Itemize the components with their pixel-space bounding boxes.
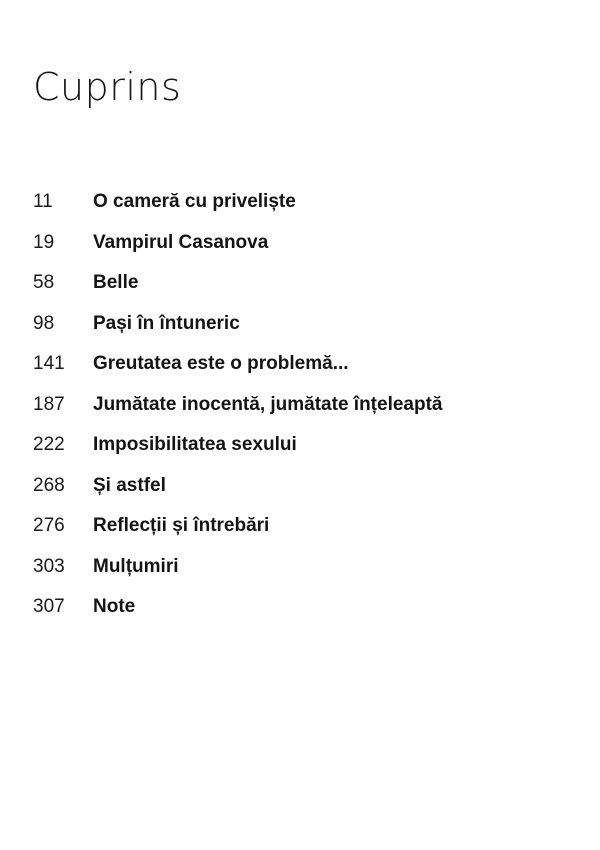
toc-page-number: 141 bbox=[33, 353, 65, 374]
toc-chapter-title: Belle bbox=[93, 272, 139, 293]
toc-entry[interactable] bbox=[33, 475, 573, 516]
toc-entry[interactable] bbox=[33, 596, 573, 637]
toc-page-number: 307 bbox=[33, 596, 65, 617]
toc-chapter-title: Mulțumiri bbox=[93, 555, 179, 577]
toc-entry[interactable] bbox=[33, 515, 573, 556]
page-title: Cuprins bbox=[33, 65, 182, 109]
toc-entry[interactable] bbox=[33, 394, 573, 435]
toc-page-number: 11 bbox=[33, 191, 53, 212]
toc-entry[interactable] bbox=[33, 434, 573, 475]
toc-entry[interactable] bbox=[33, 556, 573, 597]
toc-list bbox=[33, 191, 573, 637]
toc-page-number: 268 bbox=[33, 474, 65, 496]
toc-chapter-title: O cameră cu priveliște bbox=[93, 191, 296, 212]
toc-chapter-title: Vampirul Casanova bbox=[93, 231, 269, 253]
toc-page-number: 222 bbox=[33, 434, 65, 455]
toc-page-number: 303 bbox=[33, 555, 65, 577]
toc-chapter-title: Imposibilitatea sexului bbox=[93, 434, 297, 455]
toc-page-number: 58 bbox=[33, 272, 55, 293]
toc-entry[interactable] bbox=[33, 272, 573, 313]
toc-chapter-title: Pași în întuneric bbox=[93, 312, 240, 334]
toc-entry[interactable] bbox=[33, 353, 573, 394]
toc-chapter-title: Jumătate inocentă, jumătate înțeleaptă bbox=[93, 393, 443, 415]
toc-page-number: 187 bbox=[33, 393, 65, 415]
toc-chapter-title: Greutatea este o problemă... bbox=[93, 353, 349, 374]
toc-page-number: 98 bbox=[33, 312, 55, 334]
toc-chapter-title: Reflecții și întrebări bbox=[93, 515, 270, 536]
toc-entry[interactable] bbox=[33, 191, 573, 232]
toc-entry[interactable] bbox=[33, 313, 573, 354]
toc-page-number: 19 bbox=[33, 231, 55, 253]
toc-chapter-title: Și astfel bbox=[93, 474, 166, 496]
toc-page-number: 276 bbox=[33, 515, 65, 536]
toc-chapter-title: Note bbox=[93, 596, 136, 617]
toc-entry[interactable] bbox=[33, 232, 573, 273]
